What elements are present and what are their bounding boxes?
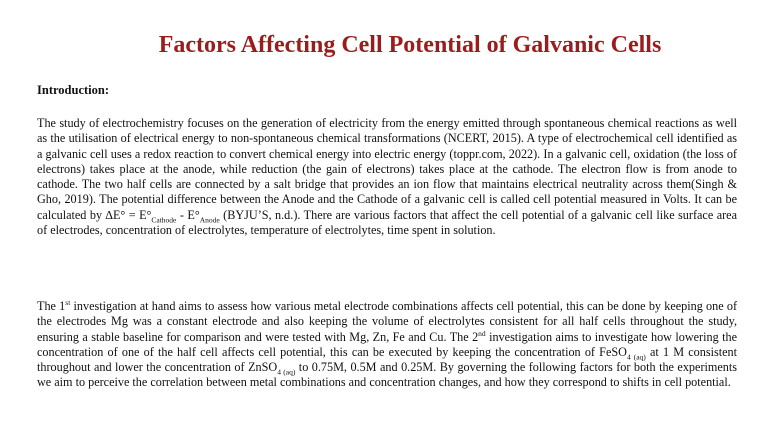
para2-text-d: at 1 M consistent throughout and lower the concentration of ZnSO (37, 344, 737, 375)
subscript-cathode: Cathode (151, 215, 177, 225)
intro-paragraph-2 (37, 299, 737, 391)
para2-text-c: investigation aims to investigate how lowering the concentration of one of the half cell affects cell potential, this can be executed by keeping the concentration of FeSO (37, 329, 737, 359)
para1-text-c: (BYJU’S, n.d.). There are various factors that affect the cell potential of a galvanic cell like surface area of electrodes, concentration of electrolytes, temperature of electrolytes, time spent in solution. (37, 207, 737, 238)
superscript-st: st (65, 297, 71, 307)
para2-text-b: investigation at hand aims to assess how various metal electrode combinations affects cell potential, this can be done by keeping one of the electrodes Mg was a constant electrode and also keeping the volume of electrolytes consistent for all half cells throughout the study, ensuring a stable baseline for comparison and were tested with Mg, Zn, Fe and Cu. The 2 (37, 299, 738, 344)
para2-text-e: to 0.75M, 0.5M and 0.25M. By governing the following factors for both the experiments we aim to perceive the correlation between metal combinations and concentration changes, and how they correspond to shifts in cell potential. (37, 360, 737, 390)
section-heading: Introduction: (37, 83, 110, 97)
subscript-znso4: 4 (aq) (277, 367, 296, 377)
para1-text-b: - E° (176, 207, 200, 222)
subscript-anode: Anode (199, 215, 220, 225)
para2-text-a: The 1 (37, 299, 66, 313)
document-title: Factors Affecting Cell Potential of Galvanic Cells (158, 32, 662, 58)
intro-paragraph-1 (37, 116, 737, 238)
superscript-nd: nd (478, 328, 486, 338)
para1-text-a: The study of electrochemistry focuses on the generation of electricity from the energy emitted through spontaneous chemical reactions as well as the utilisation of electrical energy to non-spontaneous chemical transformations (NCERT, 2015). A type of electrochemical cell identified as a galvanic cell uses a redox reaction to convert chemical energy into electric energy (toppr.com, 2022). In a galvanic cell, oxidation (the loss of electrons) takes place at the anode, while reduction (the gain of electrons) takes place at the cathode. The electron flow is from anode to cathode. The two half cells are connected by a salt bridge that provides an ion flow that maintains electrical neutrality across them(Singh & Gho, 2019). The potential difference between the Anode and the Cathode of a galvanic cell is called cell potential measured in Volts. It can be calculated by ∆E° = E° (37, 116, 737, 222)
subscript-feso4: 4 (aq) (626, 352, 646, 362)
